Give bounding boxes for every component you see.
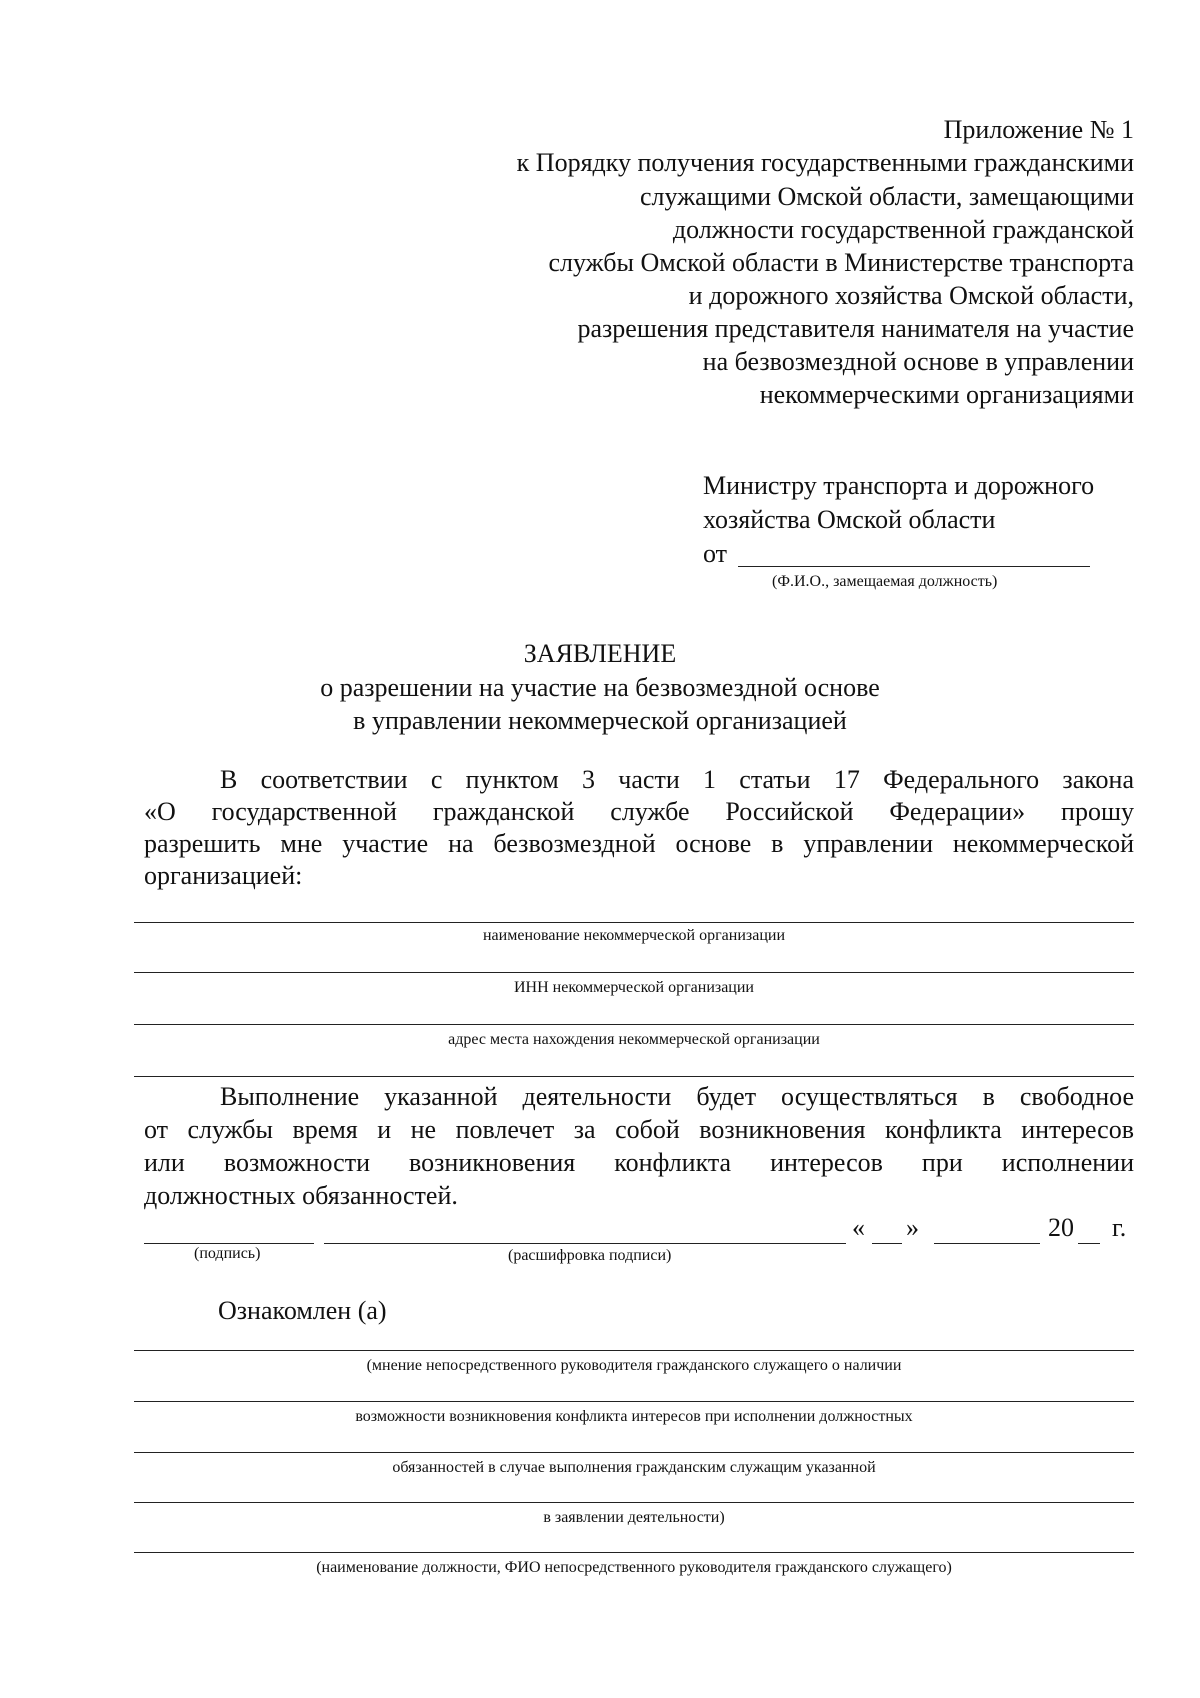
opinion-caption: в заявлении деятельности): [543, 1509, 725, 1526]
opinion-caption: (мнение непосредственного руководителя гражданского служащего о наличии: [366, 1357, 902, 1374]
body-paragraph-line: Выполнение указанной деятельности будет осуществляться в свободное: [220, 1082, 1134, 1111]
acknowledged-label: Ознакомлен (а): [218, 1296, 387, 1325]
opinion-field[interactable]: [134, 1452, 1134, 1453]
from-caption: (Ф.И.О., замещаемая должность): [772, 573, 998, 590]
annex-line: службы Омской области в Министерстве транспорта: [548, 248, 1134, 277]
opinion-caption: возможности возникновения конфликта интересов при исполнении должностных: [355, 1408, 913, 1425]
addressee-line: Министру транспорта и дорожного: [703, 471, 1095, 500]
org-inn-caption: ИНН некоммерческой организации: [513, 979, 754, 996]
org-extra-field[interactable]: [134, 1076, 1134, 1077]
date-day-field[interactable]: [872, 1243, 902, 1244]
annex-line: разрешения представителя нанимателя на участие: [577, 314, 1134, 343]
annex-line: к Порядку получения государственными гражданскими: [516, 148, 1134, 177]
document-subtitle: в управлении некоммерческой организацией: [353, 706, 847, 735]
annex-line: некоммерческими организациями: [759, 380, 1134, 409]
signature-decoding-field[interactable]: [324, 1243, 846, 1244]
org-inn-field[interactable]: [134, 972, 1134, 973]
annex-line: на безвозмездной основе в управлении: [702, 347, 1134, 376]
annex-line: должности государственной гражданской: [672, 215, 1134, 244]
org-name-field[interactable]: [134, 922, 1134, 923]
from-name-field[interactable]: [738, 566, 1090, 567]
date-month-field[interactable]: [934, 1243, 1040, 1244]
body-paragraph-line: должностных обязанностей.: [144, 1181, 458, 1210]
date-year-suffix: г.: [1112, 1213, 1127, 1242]
addressee-line: хозяйства Омской области: [703, 505, 996, 534]
manager-name-field[interactable]: [134, 1552, 1134, 1553]
manager-caption: (наименование должности, ФИО непосредственного руководителя гражданского служащего): [316, 1559, 952, 1576]
org-address-caption: адрес места нахождения некоммерческой организации: [448, 1031, 820, 1048]
body-paragraph-line: разрешить мне участие на безвозмездной основе в управлении некоммерческой: [144, 829, 1134, 858]
annex-title: Приложение № 1: [943, 115, 1134, 144]
date-year-prefix: 20: [1048, 1213, 1074, 1242]
date-quote-close: »: [906, 1213, 919, 1242]
date-quote-open: «: [852, 1213, 865, 1242]
annex-line: и дорожного хозяйства Омской области,: [688, 281, 1134, 310]
date-year-field[interactable]: [1078, 1243, 1100, 1244]
body-paragraph-line: или возможности возникновения конфликта интересов при исполнении: [144, 1148, 1134, 1177]
document-subtitle: о разрешении на участие на безвозмездной основе: [320, 673, 880, 702]
signature-caption: (подпись): [194, 1245, 261, 1262]
opinion-caption: обязанностей в случае выполнения гражданским служащим указанной: [392, 1459, 876, 1476]
annex-line: служащими Омской области, замещающими: [640, 182, 1134, 211]
body-paragraph-line: «О государственной гражданской службе Российской Федерации» прошу: [144, 797, 1134, 826]
decoding-caption: (расшифровка подписи): [508, 1247, 672, 1264]
opinion-field[interactable]: [134, 1502, 1134, 1503]
from-label: от: [703, 539, 728, 568]
org-name-caption: наименование некоммерческой организации: [482, 927, 786, 944]
body-paragraph-line: от службы время и не повлечет за собой возникновения конфликта интересов: [144, 1115, 1134, 1144]
document-title: ЗАЯВЛЕНИЕ: [523, 639, 677, 668]
opinion-field[interactable]: [134, 1401, 1134, 1402]
org-address-field[interactable]: [134, 1024, 1134, 1025]
body-paragraph-line: В соответствии с пунктом 3 части 1 статьи 17 Федерального закона: [220, 765, 1134, 794]
body-paragraph-line: организацией:: [144, 861, 303, 890]
opinion-field[interactable]: [134, 1350, 1134, 1351]
